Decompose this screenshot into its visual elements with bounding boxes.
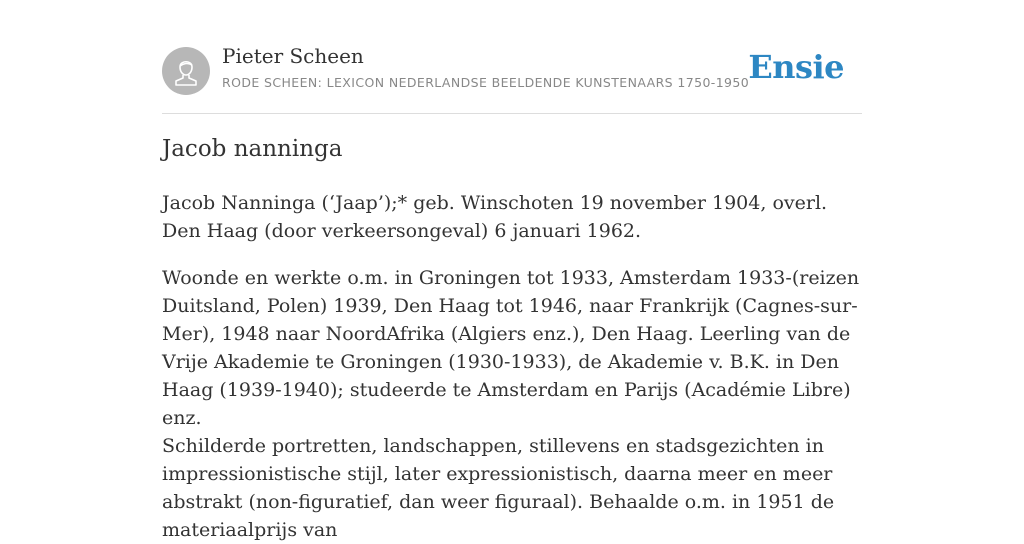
article-paragraph-2: Woonde en werkte o.m. in Groningen tot 1933, Amsterdam 1933-(reizen Duitsland, Polen) 1939, Den Haag tot 1946, naar Frankrijk (Cagnes-sur-Mer), 1948 naar NoordAfrika (Algiers enz.), Den Haag. Leerling van de Vrije Akademie te Groningen (1930-1933), de Akademie v. B.K. in Den Haag (1939-1940); studeerde te Amsterdam en Parijs (Académie Libre) enz. bbox=[162, 267, 860, 429]
page-container bbox=[162, 0, 862, 541]
author-name[interactable]: Pieter Scheen bbox=[222, 44, 364, 68]
article-paragraph-1: Jacob Nanninga (‘Jaap’);* geb. Winschoten 19 november 1904, overl. Den Haag (door verkeersongeval) 6 januari 1962. bbox=[162, 192, 828, 242]
article-title: Jacob nanninga bbox=[162, 136, 343, 162]
article-paragraph-3: Schilderde portretten, landschappen, stillevens en stadsgezichten in impressionistische stijl, later expressionistisch, daarna meer en meer abstrakt (non-figuratief, dan weer figuraal). Behaalde o.m. in 1951 de materiaalprijs van bbox=[162, 435, 835, 541]
avatar[interactable] bbox=[162, 47, 210, 95]
ensie-logo[interactable]: Ensie bbox=[748, 48, 844, 86]
user-silhouette-icon bbox=[162, 47, 210, 95]
header bbox=[162, 0, 862, 114]
source-label[interactable]: RODE SCHEEN: LEXICON NEDERLANDSE BEELDENDE KUNSTENAARS 1750-1950 bbox=[222, 75, 750, 90]
